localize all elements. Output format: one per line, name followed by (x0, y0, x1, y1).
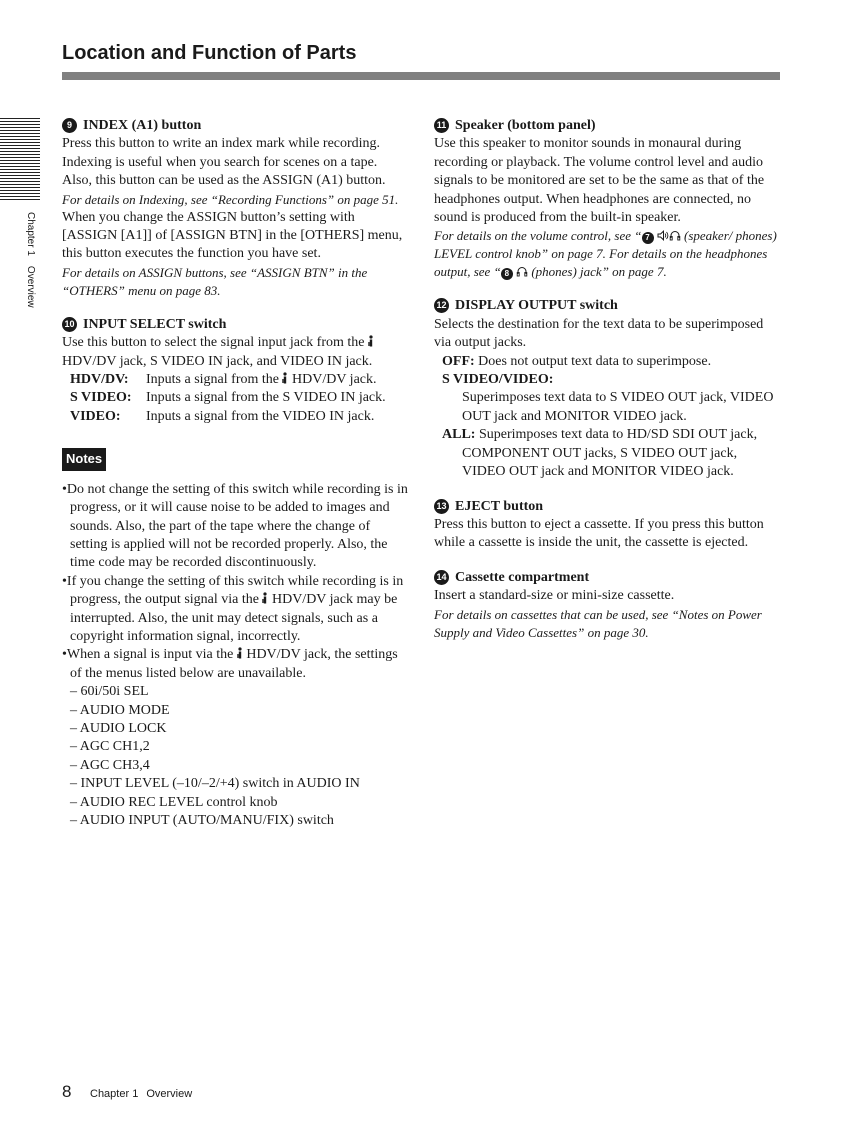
note-item: •If you change the setting of this switch while recording is in progress, the output signal via the HDV/DV jack may be interrupted. Also, the unit may detect signals, such as a copyright information signal, incorrectly. (62, 573, 404, 644)
note-item: •When a signal is input via the HDV/DV jack, the settings of the menus listed below are unavailable. (62, 647, 398, 681)
list-item: – 60i/50i SEL (70, 684, 149, 700)
heading-text: Speaker (bottom panel) (455, 118, 596, 133)
cross-reference: For details on ASSIGN buttons, see “ASSIGN BTN” in the “OTHERS” menu on page 83. (62, 264, 368, 298)
option-term: VIDEO: (70, 408, 121, 424)
i-link-icon (282, 372, 288, 384)
note-text: HDV/DV jack, the settings of the menus listed below are unavailable. (70, 647, 398, 681)
heading-text: EJECT button (455, 498, 544, 514)
section-display-output (434, 297, 780, 481)
callout-number: 12 (434, 298, 449, 313)
option-desc (146, 371, 377, 389)
list-item: – INPUT LEVEL (–10/–2/+4) switch in AUDIO IN (70, 776, 360, 792)
body-text-part: HDV/DV jack, S VIDEO IN jack, and VIDEO IN jack. (62, 353, 373, 369)
body-text: Selects the destination for the text data to be superimposed via output jacks. (434, 316, 764, 351)
callout-number: 13 (434, 499, 449, 514)
option-desc-part: HDV/DV jack. (291, 372, 377, 388)
callout-number: 11 (434, 118, 449, 133)
option-list (62, 371, 408, 426)
option-desc-part: Inputs a signal from the (146, 372, 279, 388)
option-row (434, 353, 780, 371)
option-term: S VIDEO/VIDEO: (442, 372, 554, 388)
ref-text: (phones) jack” on page 7. (528, 264, 667, 280)
callout-number: 14 (434, 570, 449, 585)
headphones-icon (669, 230, 681, 241)
section-heading (62, 316, 408, 334)
option-term: HDV/DV: (70, 372, 129, 388)
body-text: When you change the ASSIGN button’s setting with [ASSIGN [A1]] of [ASSIGN BTN] in the [OTHERS] menu, this button executes the function you have set. (62, 209, 403, 262)
cross-reference (434, 227, 780, 281)
section-heading (434, 117, 780, 135)
option-desc: Does not output text data to superimpose. (478, 353, 712, 369)
page-number: 8 (62, 1082, 72, 1101)
heading-text: INDEX (A1) button (83, 118, 202, 133)
section-eject-button (434, 498, 780, 553)
option-term: OFF: (442, 353, 475, 369)
section-index-button (62, 117, 408, 300)
option-desc: Superimposes text data to S VIDEO OUT jack, VIDEO OUT jack and MONITOR VIDEO jack. (462, 390, 774, 424)
body-text: Press this button to write an index mark while recording. Indexing is useful when you search for scenes on a tape. Also, this button can be used as the ASSIGN (A1) button. (62, 136, 386, 189)
body-text-part: Use this button to select the signal input jack from the (62, 335, 365, 351)
option-row (62, 408, 408, 426)
side-section: Overview (25, 265, 36, 308)
callout-number: 8 (501, 268, 513, 280)
list-item: – AUDIO INPUT (AUTO/MANU/FIX) switch (70, 813, 334, 828)
i-link-icon (262, 592, 268, 604)
page-title: Location and Function of Parts (62, 42, 357, 64)
section-heading (434, 498, 780, 516)
body-text: Press this button to eject a cassette. If you press this button while a cassette is inside the unit, the cassette is ejected. (434, 516, 764, 551)
list-item: – AUDIO LOCK (70, 720, 167, 736)
ref-text: (speaker/ phones) LEVEL control knob” on page 7. For details on the headphones output, see “ (434, 228, 777, 280)
option-desc: Inputs a signal from the VIDEO IN jack. (146, 408, 375, 424)
body-text: Use this speaker to monitor sounds in monaural during recording or playback. The volume control level and audio signals to be monitored are set to be the same as that of the headphones output. When headphones are connected, no sound is produced from the built-in speaker. (434, 136, 765, 226)
list-item: – AGC CH3,4 (70, 757, 150, 773)
notes-section (62, 442, 408, 830)
note-text: If you change the setting of this switch while recording is in progress, the output signal via the (66, 573, 404, 608)
unavailable-menu-list (62, 683, 408, 830)
right-column (434, 117, 780, 658)
option-desc: Inputs a signal from the S VIDEO IN jack. (146, 390, 386, 406)
cross-reference: For details on Indexing, see “Recording Functions” on page 51. (62, 191, 399, 207)
option-term: S VIDEO: (70, 390, 132, 406)
list-item: – AGC CH1,2 (70, 739, 150, 755)
option-desc: Superimposes text data to HD/SD SDI OUT jack, COMPONENT OUT jacks, S VIDEO OUT jack, VIDEO OUT jack and MONITOR VIDEO jack. (462, 427, 758, 480)
i-link-icon (368, 335, 374, 347)
option-term: ALL: (442, 427, 476, 443)
list-item: – AUDIO MODE (70, 702, 170, 718)
speaker-icon (657, 230, 669, 241)
option-row (62, 371, 408, 389)
list-item: – AUDIO REC LEVEL control knob (70, 794, 278, 810)
side-chapter: Chapter 1 (25, 212, 36, 256)
section-heading (434, 297, 780, 315)
section-heading (62, 117, 408, 135)
callout-number: 10 (62, 317, 77, 332)
heading-text: DISPLAY OUTPUT switch (455, 298, 618, 314)
headphones-icon (516, 266, 528, 277)
callout-number: 7 (642, 232, 654, 244)
chapter-thumb-tab (0, 118, 40, 202)
heading-text: INPUT SELECT switch (83, 316, 227, 332)
title-rule (62, 72, 780, 80)
section-input-select (62, 316, 408, 426)
notes-label: Notes (62, 448, 106, 470)
callout-number: 9 (62, 118, 77, 133)
footer-section-text: Overview (146, 1088, 193, 1100)
footer-chapter (90, 1088, 192, 1100)
option-row (434, 426, 780, 481)
cross-reference: For details on cassettes that can be used, see “Notes on Power Supply and Video Cassettes” on page 30. (434, 606, 762, 640)
ref-text: For details on the volume control, see “ (434, 228, 642, 244)
body-text (62, 334, 408, 371)
option-row (434, 371, 780, 389)
section-cassette-compartment (434, 569, 780, 642)
note-text: When a signal is input via the (66, 647, 234, 663)
note-text: HDV/DV jack may be interrupted. Also, the unit may detect signals, such as a copyright information signal, incorrectly. (70, 592, 398, 644)
note-item: •Do not change the setting of this switch while recording is in progress, or it will cause noise to be added to images and sounds. Also, the part of the tape where the change of setting is applied will not be recorded properly. Also, the time code may be recorded discontinuously. (62, 481, 408, 571)
i-link-icon (237, 647, 243, 659)
footer-chapter-text: Chapter 1 (90, 1088, 139, 1100)
note-text: Do not change the setting of this switch while recording is in progress, or it will cause noise to be added to images and sounds. Also, the part of the tape where the change of setting is applied will not be recorded properly. Also, the time code may be recorded discontinuously. (66, 481, 408, 571)
option-row (62, 389, 408, 407)
section-speaker (434, 117, 780, 281)
heading-text: Cassette compartment (455, 569, 590, 585)
left-column (62, 117, 408, 846)
body-text: Insert a standard-size or mini-size cassette. (434, 588, 675, 604)
side-chapter-label (25, 212, 36, 308)
section-heading (434, 569, 780, 587)
